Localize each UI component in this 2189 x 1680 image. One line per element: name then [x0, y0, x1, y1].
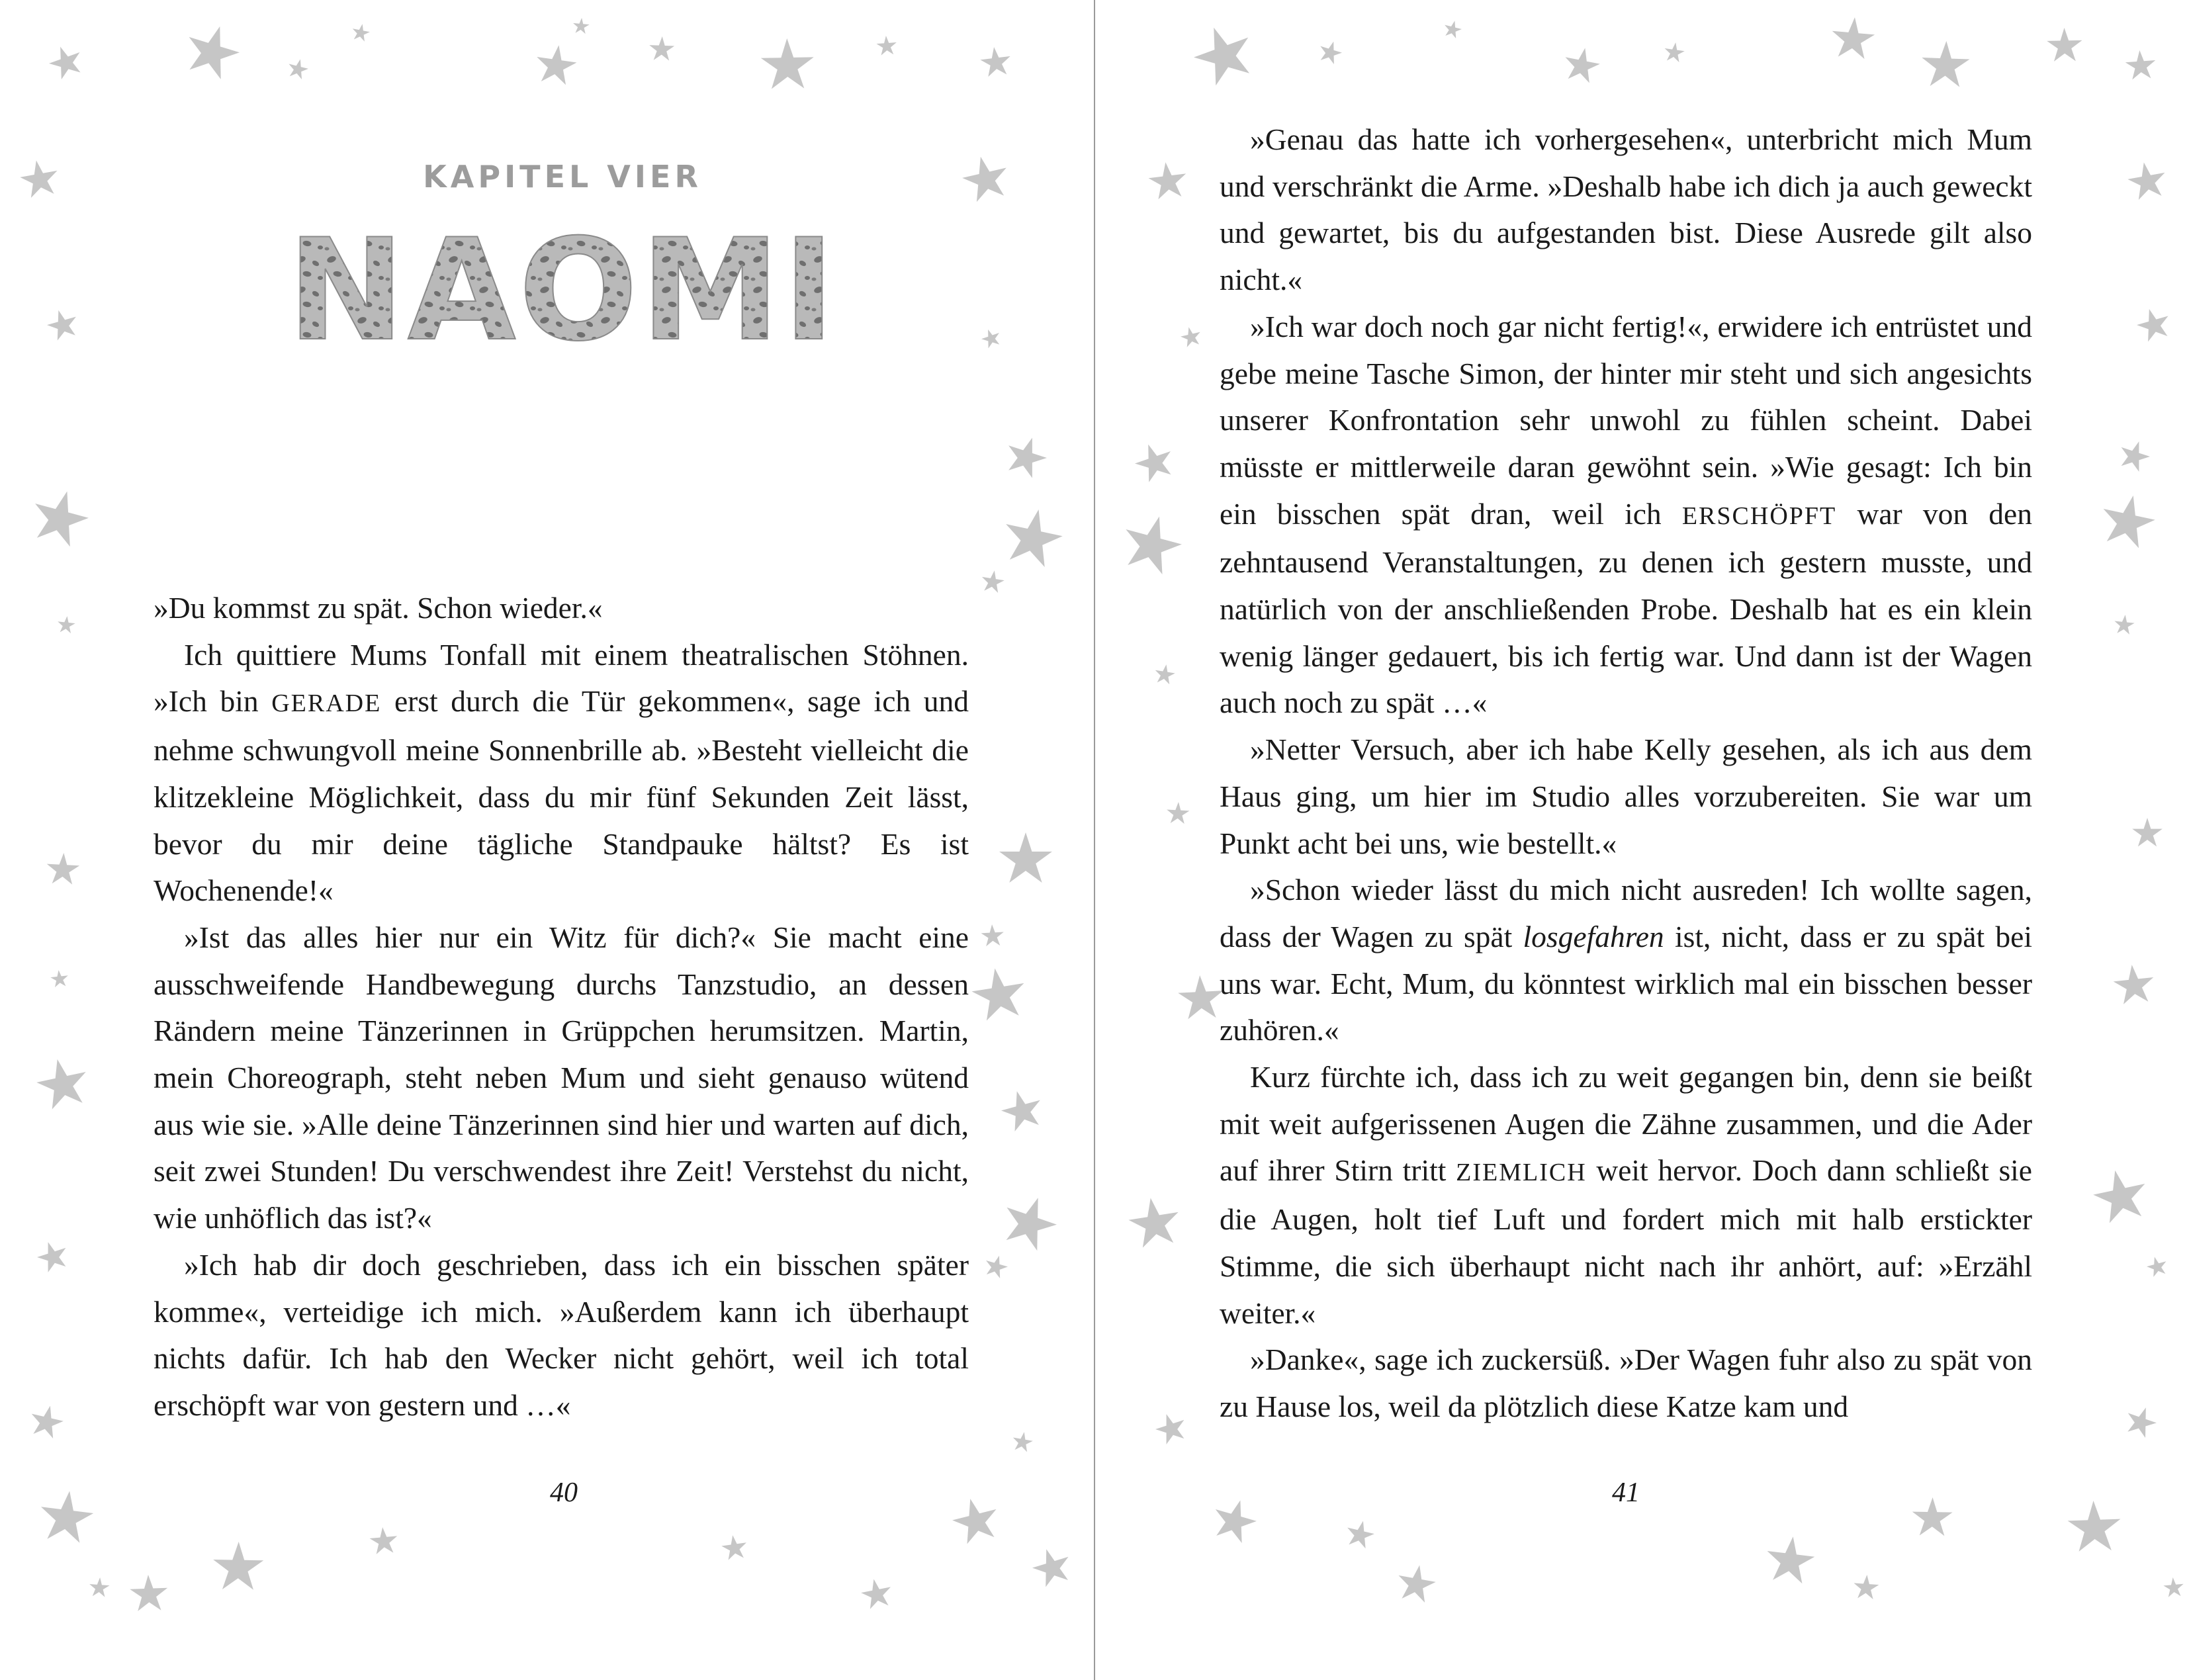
star-icon: [2114, 613, 2135, 635]
star-icon: [2163, 1577, 2184, 1597]
star-icon: [999, 504, 1067, 570]
paragraph: [1220, 304, 2032, 727]
star-icon: [2132, 818, 2163, 846]
star-icon: [1011, 1431, 1034, 1453]
star-icon: [1001, 431, 1051, 480]
star-icon: [286, 57, 310, 80]
page-number-left: 40: [550, 1478, 578, 1508]
star-icon: [1344, 1518, 1377, 1550]
star-icon: [2112, 963, 2156, 1005]
star-icon: [1562, 44, 1603, 84]
text-run: ERSCHÖPFT: [1681, 502, 1837, 530]
paragraph: [154, 914, 969, 1242]
text-run: »Ich hab dir doch geschrieben, dass ich ein bisschen später komme«, verteidige ich mich. »Außerdem kann ich überhaupt nichts dafür. Ich hab den Wecker nicht gehört, weil ich total erschöpft war von gestern und …«: [154, 1247, 969, 1422]
star-icon: [648, 36, 674, 60]
star-icon: [997, 1189, 1063, 1254]
star-icon: [1130, 438, 1178, 484]
star-icon: [1186, 18, 1260, 89]
text-run: ist, nicht, dass er zu spät bei uns war. Echt, Mum, du könntest wirklich mal ein bisschen besser zuhören.«: [1220, 919, 2032, 1047]
star-icon: [27, 1402, 66, 1440]
star-icon: [1028, 1544, 1075, 1589]
star-icon: [979, 326, 1003, 349]
star-icon: [876, 35, 897, 56]
star-icon: [32, 1054, 91, 1112]
star-icon: [1912, 1497, 1953, 1536]
star-icon: [2116, 437, 2153, 473]
star-icon: [1830, 15, 1876, 60]
chapter-title: [287, 208, 838, 372]
star-icon: [34, 1237, 71, 1274]
star-icon: [948, 1493, 1003, 1546]
text-run: »Schon wieder lässt du mich nicht ausreden! Ich wollte sagen, dass der Wagen zu spät: [1220, 873, 2032, 953]
text-run: war von den zehntausend Veranstaltungen, zu denen ich gestern musste, und natürlich von der anschließenden Probe. Deshalb hat es ein klein wenig länger gedauert, bis ich fertig war. Und dann ist der Wagen auch noch zu spät …«: [1220, 496, 2032, 720]
star-icon: [1395, 1562, 1439, 1604]
star-icon: [129, 1574, 168, 1611]
star-icon: [2067, 1500, 2122, 1552]
star-icon: [212, 1541, 263, 1590]
star-icon: [2122, 1403, 2160, 1440]
star-icon: [997, 1086, 1046, 1133]
star-icon: [1147, 160, 1188, 200]
paragraph: [1220, 1337, 2032, 1430]
star-icon: [1152, 1409, 1190, 1446]
right-page-body: [1220, 116, 2032, 1431]
text-run: weit hervor. Doch dann schließt sie die Augen, holt tief Luft und fordert mich mit halb erstickter Stimme, die sich überhaupt nicht nach ihr anhört, auf: »Erzähl weiter.«: [1220, 1153, 2033, 1330]
star-icon: [2133, 304, 2174, 343]
text-run: erst durch die Tür gekommen«, sage ich und nehme schwungvoll meine Sonnenbrille ab. »Besteht vielleicht die klitzekleine Möglichkeit, dass du mir fünf Sekunden Zeit lässt, bevor du mir deine tägliche Standpauke hältst? Es ist Wochenende!«: [154, 684, 969, 908]
text-run: Ich quittiere Mums Tonfall mit einem theatralischen Stöhnen. »Ich bin: [154, 637, 969, 719]
paragraph: [154, 632, 969, 914]
text-run: losgefahren: [1523, 919, 1664, 953]
star-icon: [1153, 663, 1177, 685]
star-icon: [1764, 1534, 1816, 1585]
star-icon: [1208, 1494, 1261, 1545]
star-icon: [180, 19, 246, 82]
text-run: »Danke«, sage ich zuckersüß. »Der Wagen fuhr also zu spät von zu Hause los, weil da plötzlich diese Katze kam und: [1220, 1343, 2032, 1423]
text-run: »Ist das alles hier nur ein Witz für dich?« Sie macht eine ausschweifende Handbewegung durchs Tanzstudio, an dessen Rändern meine Tänzerinnen in Grüppchen herumsitzen. Martin, mein Choreograph, steht neben Mum und sieht genauso wütend aus wie sie. »Alle deine Tänzerinnen sind hier und warten auf dich, seit zwei Stunden! Du verschwendest ihre Zeit! Verstehst du nicht, wie unhöflich das ist?«: [154, 920, 969, 1235]
chapter-title-leopard-text: [287, 208, 838, 372]
star-icon: [999, 832, 1052, 883]
star-icon: [1663, 41, 1685, 63]
paragraph: [1220, 727, 2032, 867]
text-run: »Ich war doch noch gar nicht fertig!«, erwidere ich entrüstet und gebe meine Tasche Simon, der hinter mir steht und sich angesichts unserer Konfrontation sehr unwohl zu fühlen scheint. Dabei müsste er mittlerweile daran gewöhnt sein. »Wie gesagt: Ich bin ein bisschen spät dran, weil ich: [1220, 309, 2032, 531]
star-icon: [1316, 38, 1344, 66]
text-run: »Netter Versuch, aber ich habe Kelly gesehen, als ich aus dem Haus ging, um hier im Studio alles vorzubereiten. Sie war um Punkt acht bei uns, wie bestellt.«: [1220, 732, 2032, 860]
star-icon: [720, 1534, 748, 1561]
left-page-body: [154, 585, 969, 1429]
star-icon: [1126, 1194, 1183, 1249]
star-icon: [980, 569, 1006, 594]
star-icon: [983, 1253, 1010, 1280]
star-icon: [44, 306, 81, 342]
star-icon: [2047, 28, 2082, 62]
text-run: ZIEMLICH: [1456, 1159, 1587, 1187]
chapter-title-text: NAOMI: [287, 208, 838, 372]
star-icon: [533, 42, 578, 86]
star-icon: [859, 1576, 894, 1610]
chapter-label: KAPITEL VIER: [423, 159, 702, 195]
star-icon: [969, 964, 1029, 1022]
star-icon: [1921, 40, 1971, 87]
star-icon: [2089, 1165, 2151, 1225]
star-icon: [1166, 801, 1190, 824]
paragraph: [1220, 867, 2032, 1054]
star-icon: [572, 17, 590, 34]
star-icon: [979, 45, 1012, 77]
text-run: »Genau das hatte ich vorhergesehen«, unterbricht mich Mum und verschränkt die Arme. »Deshalb habe ich dich ja auch geweckt und gewartet, bis du aufgestanden bist. Diese Ausrede gilt also nicht.«: [1220, 122, 2032, 297]
star-icon: [45, 41, 87, 81]
star-icon: [2097, 490, 2159, 551]
star-icon: [1177, 974, 1225, 1020]
star-icon: [18, 157, 62, 199]
star-icon: [981, 924, 1005, 946]
star-icon: [2125, 159, 2169, 201]
star-icon: [37, 1487, 96, 1544]
text-run: Kurz fürchte ich, dass ich zu weit gegangen bin, denn sie beißt mit weit aufgerissenen Augen die Zähne zusammen, und die Ader auf ihrer Stirn tritt: [1220, 1060, 2032, 1188]
star-icon: [1117, 509, 1187, 577]
text-run: GERADE: [271, 689, 382, 718]
star-icon: [26, 484, 93, 550]
star-icon: [760, 38, 814, 89]
paragraph: [1220, 116, 2032, 304]
star-icon: [89, 1577, 110, 1597]
star-icon: [369, 1526, 398, 1554]
star-icon: [46, 852, 80, 885]
star-icon: [57, 615, 76, 634]
paragraph: [1220, 1054, 2032, 1337]
star-icon: [1179, 325, 1203, 348]
star-icon: [1442, 19, 1463, 39]
text-run: »Du kommst zu spät. Schon wieder.«: [154, 591, 603, 625]
paragraph: [154, 585, 969, 632]
star-icon: [351, 22, 371, 42]
star-icon: [2145, 1255, 2169, 1278]
star-icon: [1853, 1574, 1879, 1600]
star-icon: [2125, 49, 2157, 79]
page-number-right: 41: [1612, 1478, 1640, 1508]
star-icon: [50, 969, 69, 988]
paragraph: [154, 1242, 969, 1429]
